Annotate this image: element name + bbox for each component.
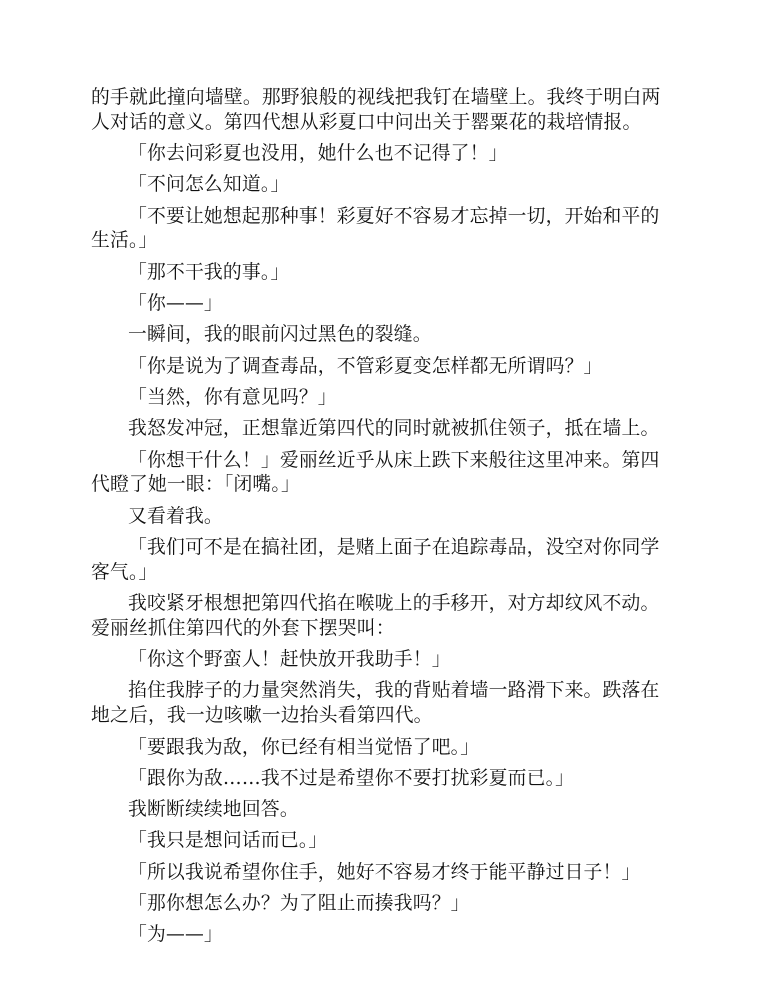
- paragraph: 「不要让她想起那种事！彩夏好不容易才忘掉一切，开始和平的生活。」: [91, 205, 660, 252]
- paragraph: 一瞬间，我的眼前闪过黑色的裂缝。: [128, 324, 432, 346]
- paragraph: 我断断续续地回答。: [128, 799, 299, 821]
- paragraph: 「你——」: [128, 293, 223, 315]
- paragraph: 「所以我说希望你住手，她好不容易才终于能平静过日子！」: [128, 861, 641, 883]
- paragraph: 「那不干我的事。」: [128, 261, 290, 283]
- paragraph: 「不问怎么知道。」: [128, 174, 290, 196]
- paragraph: 「为——」: [128, 924, 223, 946]
- paragraph: 「我只是想问话而已。」: [128, 830, 328, 852]
- paragraph: 「你去问彩夏也没用，她什么也不记得了！」: [128, 143, 508, 165]
- paragraph: 「我们可不是在搞社团，是赌上面子在追踪毒品，没空对你同学客气。」: [91, 536, 660, 583]
- paragraph: 我怒发冲冠，正想靠近第四代的同时就被抓住领子，抵在墙上。: [128, 418, 660, 440]
- paragraph: 「你这个野蛮人！赶快放开我助手！」: [128, 649, 451, 671]
- paragraph: 「当然，你有意见吗？」: [128, 386, 337, 408]
- paragraph: 我咬紧牙根想把第四代掐在喉咙上的手移开，对方却纹风不动。爱丽丝抓住第四代的外套下摆哭叫：: [91, 593, 660, 639]
- paragraph: 又看着我。: [128, 505, 223, 527]
- paragraph: 「要跟我为敌，你已经有相当觉悟了吧。」: [128, 736, 480, 758]
- paragraph: 「那你想怎么办？为了阻止而揍我吗？」: [128, 893, 470, 915]
- paragraph-continuation: 的手就此撞向墙壁。那野狼般的视线把我钉在墙壁上。我终于明白两人对话的意义。第四代想从彩夏口中问出关于罂粟花的栽培情报。: [91, 87, 661, 133]
- body-text: [91, 86, 676, 955]
- paragraph: 「你想干什么！」爱丽丝近乎从床上跌下来般往这里冲来。第四代瞪了她一眼：「闭嘴。」: [91, 449, 660, 496]
- paragraph: 「跟你为敌……我不过是希望你不要打扰彩夏而已。」: [128, 767, 575, 789]
- paragraph: 掐住我脖子的力量突然消失，我的背贴着墙一路滑下来。跌落在地之后，我一边咳嗽一边抬头看第四代。: [91, 680, 660, 727]
- paragraph: 「你是说为了调查毒品，不管彩夏变怎样都无所谓吗？」: [128, 355, 603, 377]
